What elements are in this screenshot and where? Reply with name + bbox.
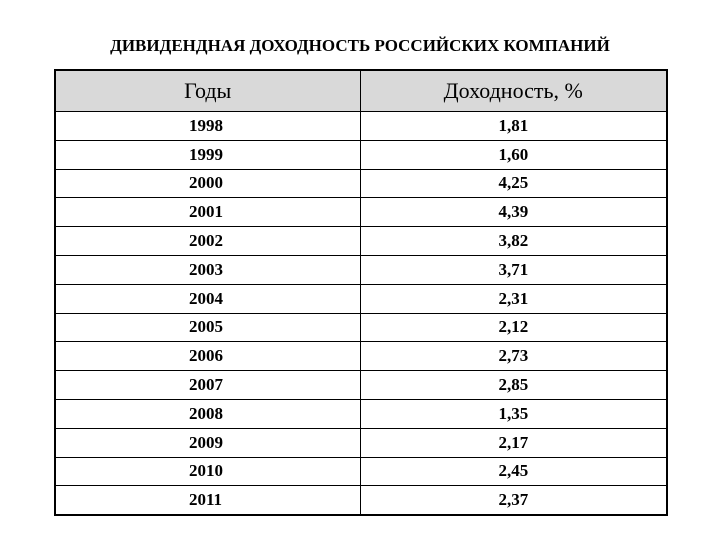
table-row (55, 140, 667, 169)
yield-cell: 1,35 (360, 399, 667, 428)
yield-cell: 2,17 (360, 428, 667, 457)
table-header-row (55, 70, 667, 112)
yield-cell: 3,71 (360, 255, 667, 284)
yield-cell: 2,37 (360, 486, 667, 515)
table-row (55, 399, 667, 428)
year-cell: 2006 (55, 342, 360, 371)
table-row (55, 255, 667, 284)
table-row (55, 457, 667, 486)
table-row (55, 313, 667, 342)
yield-cell: 2,45 (360, 457, 667, 486)
table-row (55, 227, 667, 256)
table-row (55, 112, 667, 141)
table-row (55, 371, 667, 400)
dividend-yield-table (54, 69, 668, 516)
year-cell: 1999 (55, 140, 360, 169)
year-cell: 2010 (55, 457, 360, 486)
page-title: ДИВИДЕНДНАЯ ДОХОДНОСТЬ РОССИЙСКИХ КОМПАНИЙ (110, 36, 610, 55)
year-cell: 2000 (55, 169, 360, 198)
table-row (55, 428, 667, 457)
yield-cell: 1,60 (360, 140, 667, 169)
year-cell: 2011 (55, 486, 360, 515)
year-cell: 2004 (55, 284, 360, 313)
year-cell: 2003 (55, 255, 360, 284)
yield-cell: 2,73 (360, 342, 667, 371)
yield-cell: 4,39 (360, 198, 667, 227)
yield-cell: 2,12 (360, 313, 667, 342)
yield-cell: 2,31 (360, 284, 667, 313)
table-row (55, 284, 667, 313)
yield-cell: 2,85 (360, 371, 667, 400)
year-cell: 2009 (55, 428, 360, 457)
year-cell: 2007 (55, 371, 360, 400)
year-cell: 2008 (55, 399, 360, 428)
year-cell: 2001 (55, 198, 360, 227)
table-row (55, 486, 667, 515)
column-header-yield: Доходность, % (360, 70, 667, 112)
table-row (55, 198, 667, 227)
year-cell: 2005 (55, 313, 360, 342)
year-cell: 1998 (55, 112, 360, 141)
yield-cell: 4,25 (360, 169, 667, 198)
table-row (55, 342, 667, 371)
column-header-years: Годы (55, 70, 360, 112)
yield-cell: 1,81 (360, 112, 667, 141)
table-row (55, 169, 667, 198)
year-cell: 2002 (55, 227, 360, 256)
yield-cell: 3,82 (360, 227, 667, 256)
